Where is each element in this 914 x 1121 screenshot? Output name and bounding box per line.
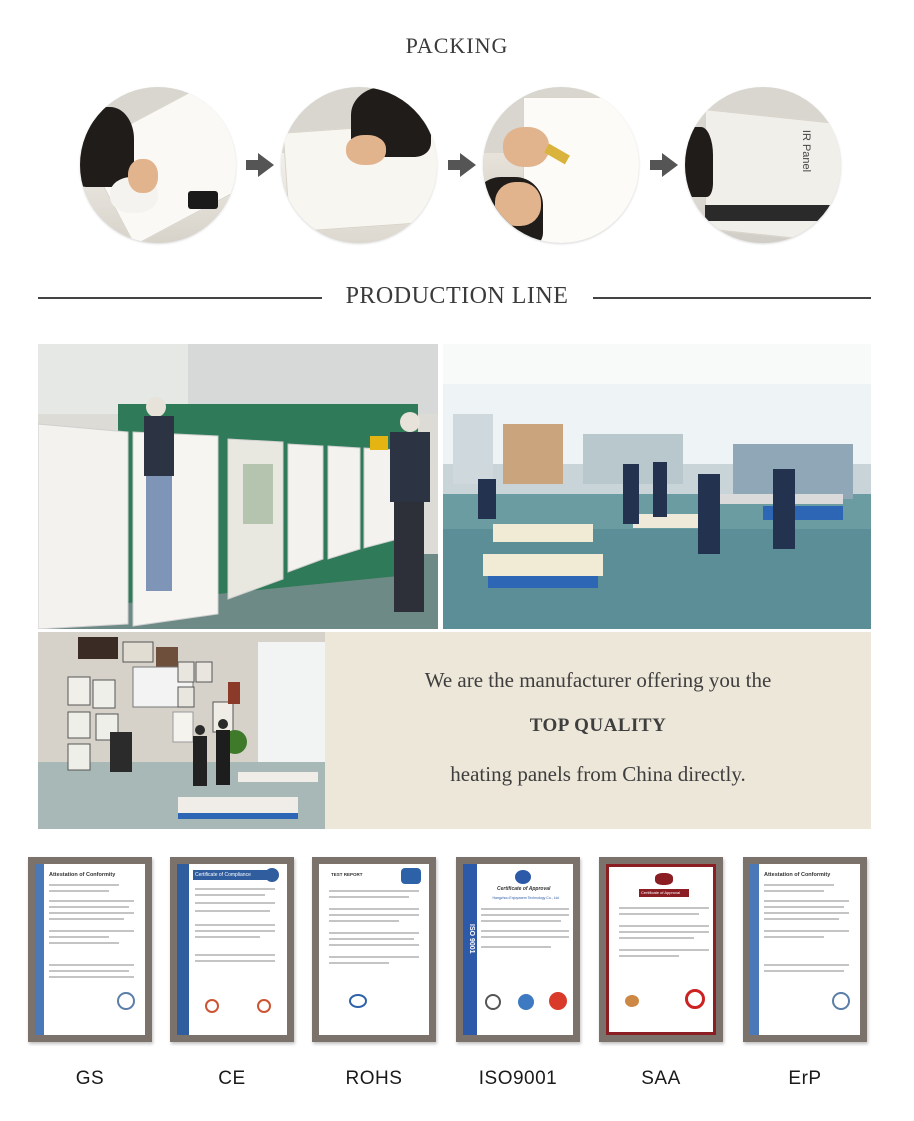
certificate-gs: Attestation of Conformity bbox=[28, 857, 152, 1042]
certificate-label-rohs: ROHS bbox=[345, 1068, 403, 1089]
message-line-3: heating panels from China directly. bbox=[450, 762, 746, 786]
manufacturer-message-box bbox=[325, 632, 871, 829]
packing-title: PACKING bbox=[405, 33, 509, 58]
certificate-rohs: TEST REPORT bbox=[312, 857, 436, 1042]
production-header bbox=[0, 283, 914, 311]
certificate-iso9001: ISO 9001 Certificate of Approval Hangzhou Enjoywarm Technology Co., Ltd. bbox=[456, 857, 580, 1042]
packing-step-clean-image bbox=[80, 87, 236, 243]
certificate-ce: Certificate of Compliance bbox=[170, 857, 294, 1042]
box-label: IR Panel bbox=[800, 129, 813, 173]
certificate-label-erp: ErP bbox=[788, 1068, 822, 1089]
production-title: PRODUCTION LINE bbox=[332, 283, 583, 309]
certificate-label-iso9001: ISO9001 bbox=[478, 1068, 558, 1089]
certificate-label-ce: CE bbox=[218, 1068, 246, 1089]
arrow-right-icon bbox=[460, 153, 476, 177]
arrow-right-icon bbox=[258, 153, 274, 177]
packing-step-box-image bbox=[685, 87, 841, 243]
production-photo-inspection bbox=[38, 344, 438, 629]
showroom-photo bbox=[38, 632, 325, 829]
packing-step-wrap-image bbox=[281, 87, 437, 243]
certificate-label-gs: GS bbox=[75, 1068, 105, 1089]
certificate-erp: Attestation of Conformity bbox=[743, 857, 867, 1042]
certificate-label-saa: SAA bbox=[641, 1068, 681, 1089]
production-photo-workshop bbox=[443, 344, 871, 629]
packing-step-protect-image bbox=[483, 87, 639, 243]
arrow-right-icon bbox=[662, 153, 678, 177]
message-line-1: We are the manufacturer offering you the bbox=[424, 668, 772, 692]
message-highlight: TOP QUALITY bbox=[529, 715, 667, 736]
certificate-saa: Certificate of Approval bbox=[599, 857, 723, 1042]
